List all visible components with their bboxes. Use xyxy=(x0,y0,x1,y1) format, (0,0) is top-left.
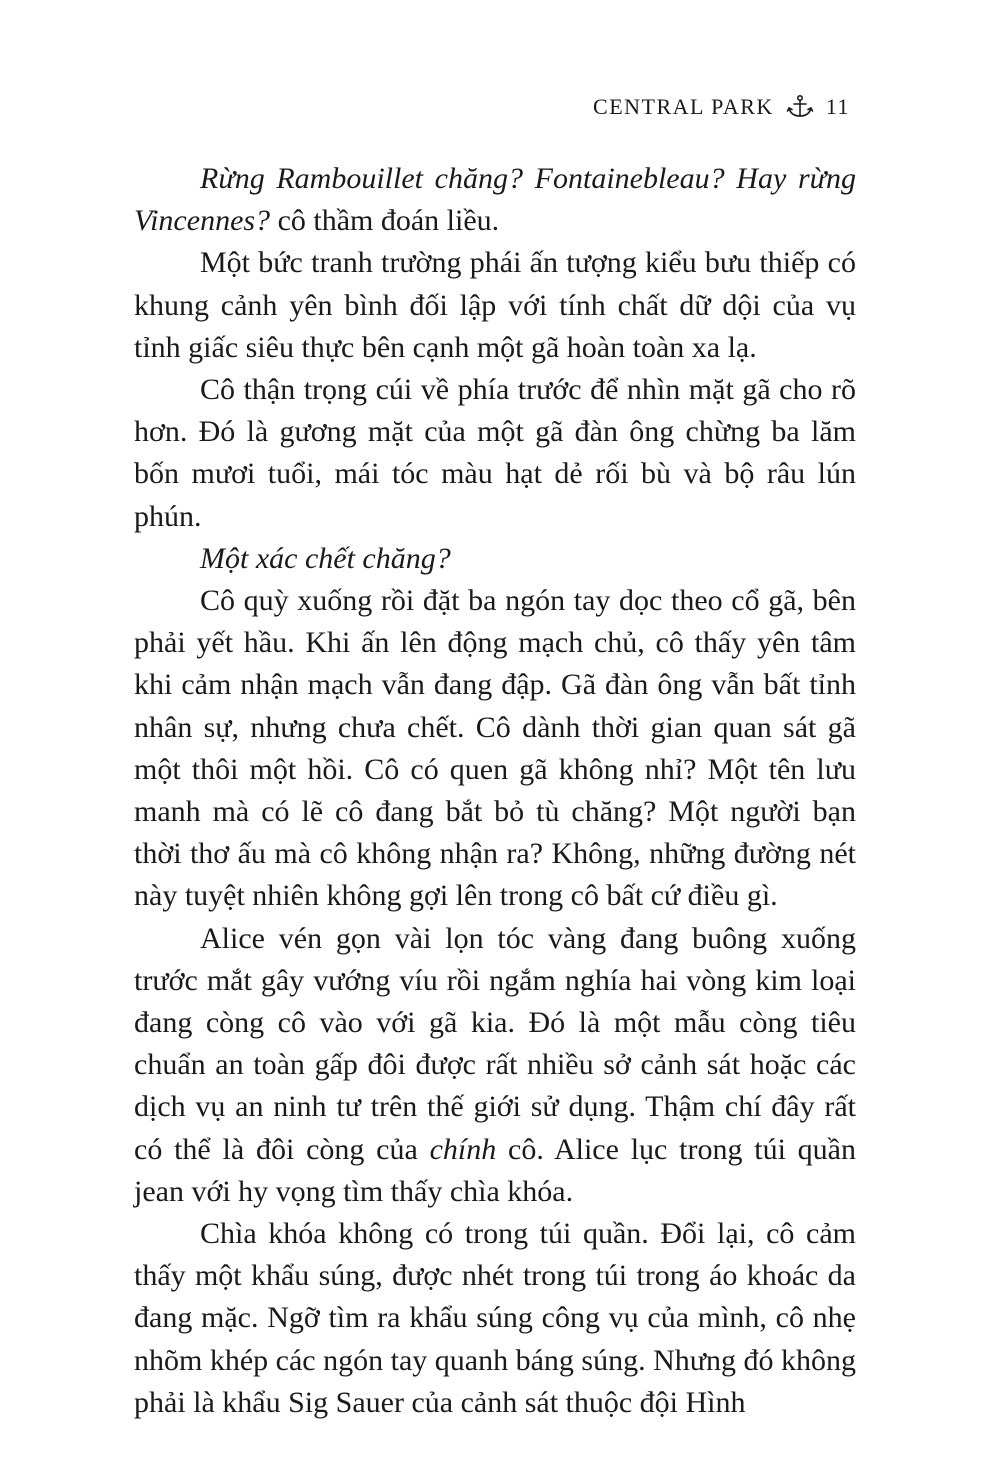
paragraph xyxy=(134,918,856,1213)
italic-text-run: Một xác chết chăng? xyxy=(200,541,451,575)
text-run: Một bức tranh trường phái ấn tượng kiểu bưu thiếp có khung cảnh yên bình đối lập với tính chất dữ dội của vụ tỉnh giấc siêu thực bên cạnh một gã hoàn toàn xa lạ. xyxy=(134,246,856,364)
running-header xyxy=(593,94,850,120)
text-run: Cô quỳ xuống rồi đặt ba ngón tay dọc theo cổ gã, bên phải yết hầu. Khi ấn lên động mạch chủ, cô thấy yên tâm khi cảm nhận mạch vẫn đang đập. Gã đàn ông vẫn bất tỉnh nhân sự, nhưng chưa chết. Cô dành thời gian quan sát gã một thôi một hồi. Cô có quen gã không nhỉ? Một tên lưu manh mà có lẽ cô đang bắt bỏ tù chăng? Một người bạn thời thơ ấu mà cô không nhận ra? Không, những đường nét này tuyệt nhiên không gợi lên trong cô bất cứ điều gì. xyxy=(134,584,856,913)
paragraph xyxy=(134,369,856,538)
text-run: cô thầm đoán liều. xyxy=(270,204,500,238)
book-title: CENTRAL PARK xyxy=(593,94,774,119)
anchor-ornament-icon xyxy=(786,94,814,120)
text-run: cô. Alice lục trong túi quần jean với hy vọng tìm thấy chìa khóa. xyxy=(134,1132,856,1208)
body-text xyxy=(134,158,856,1424)
paragraph xyxy=(134,1213,856,1424)
paragraph xyxy=(134,538,856,580)
text-run: Chìa khóa không có trong túi quần. Đổi lại, cô cảm thấy một khẩu súng, được nhét trong túi trong áo khoác da đang mặc. Ngỡ tìm ra khẩu súng công vụ của mình, cô nhẹ nhõm khép các ngón tay quanh báng súng. Nhưng đó không phải là khẩu Sig Sauer của cảnh sát thuộc đội Hình xyxy=(134,1217,856,1419)
italic-text-run: chính xyxy=(429,1132,497,1166)
italic-text-run: Rừng Rambouillet chăng? Fontainebleau? Hay rừng Vincennes? xyxy=(134,162,856,238)
text-run: Alice vén gọn vài lọn tóc vàng đang buông xuống trước mắt gây vướng víu rồi ngắm nghía hai vòng kim loại đang còng cô vào với gã kia. Đó là một mẫu còng tiêu chuẩn an toàn gấp đôi được rất nhiều sở cảnh sát hoặc các dịch vụ an ninh tư trên thế giới sử dụng. Thậm chí đây rất có thể là đôi còng của xyxy=(134,921,856,1166)
paragraph xyxy=(134,242,856,369)
page-number: 11 xyxy=(825,94,850,119)
paragraph xyxy=(134,580,856,918)
text-run: Cô thận trọng cúi về phía trước để nhìn mặt gã cho rõ hơn. Đó là gương mặt của một gã đàn ông chừng ba lăm bốn mươi tuổi, mái tóc màu hạt dẻ rối bù và bộ râu lún phún. xyxy=(134,373,856,533)
paragraph xyxy=(134,158,856,242)
